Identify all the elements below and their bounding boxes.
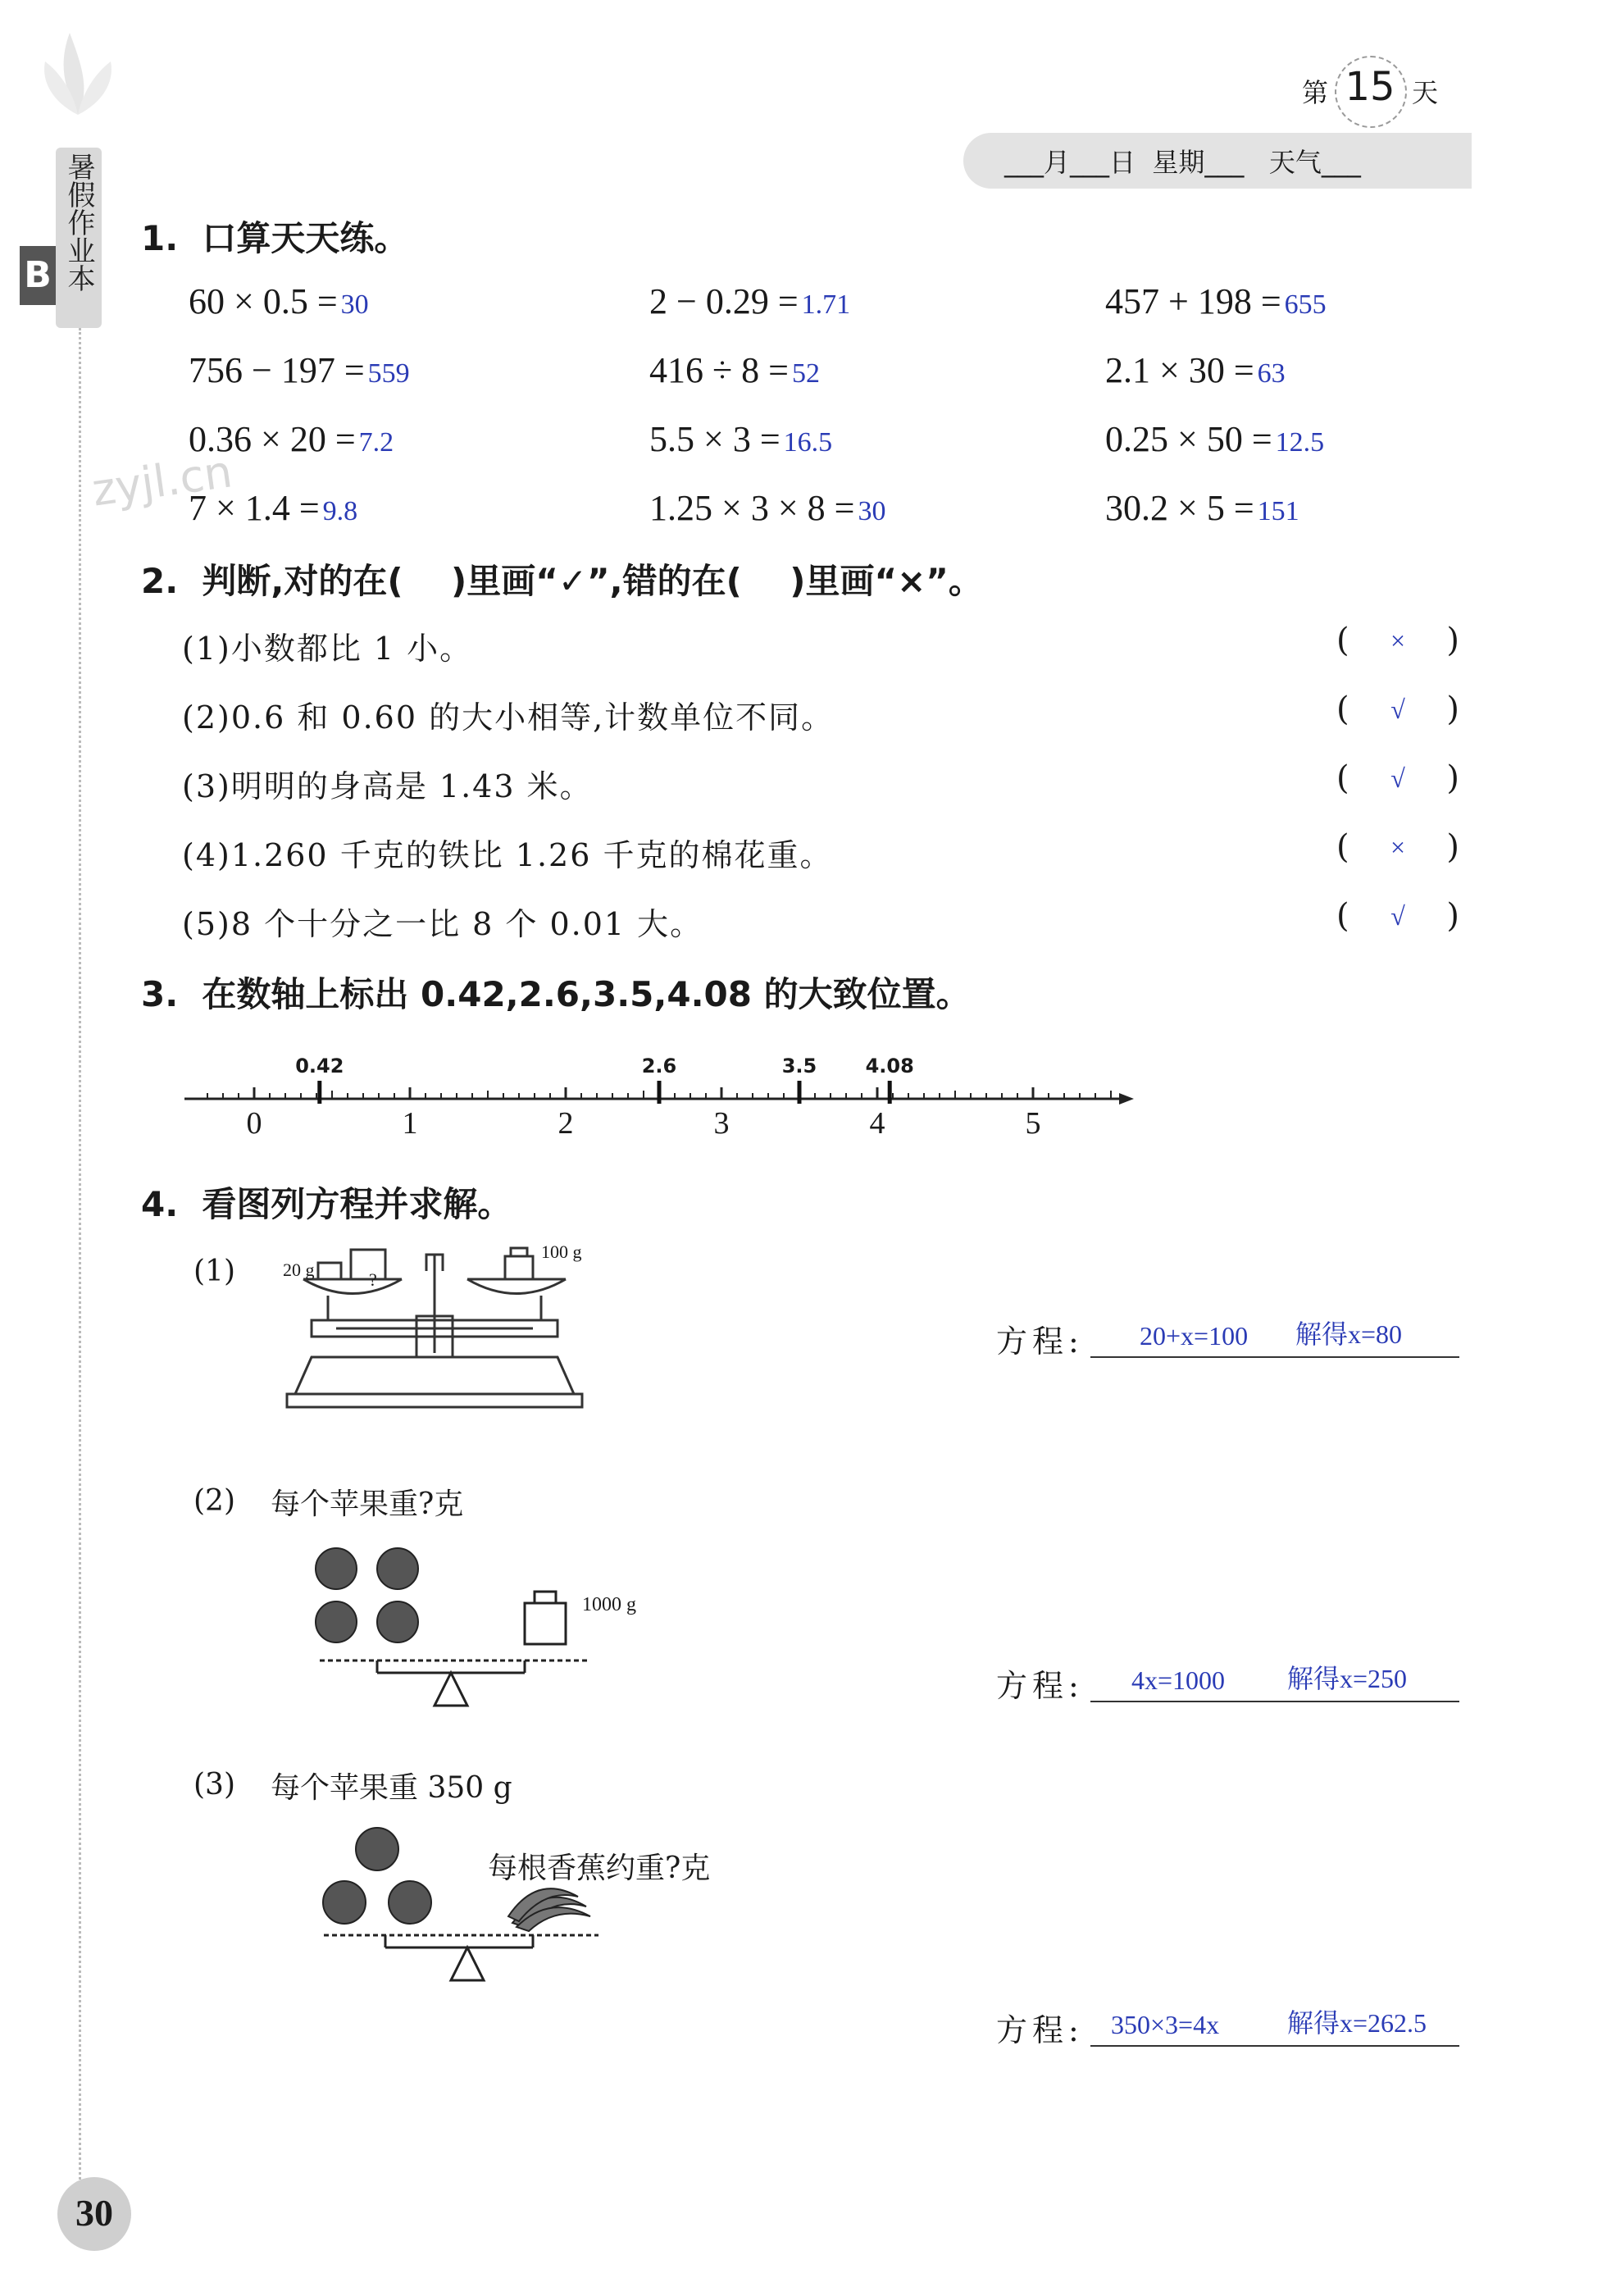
apple-icon	[377, 1548, 418, 1589]
q1-item-8: 5.5 × 3 = 16.5	[649, 419, 833, 459]
number-line-label: 1	[402, 1106, 418, 1141]
day-suffix: 天	[1412, 77, 1439, 108]
q1-item-10: 7 × 1.4 = 9.8	[189, 488, 358, 528]
q4-title: 4. 看图列方程并求解。	[141, 1184, 512, 1224]
day-prefix: 第	[1302, 77, 1329, 108]
leaf-decoration-icon	[33, 25, 123, 123]
page-number: 30	[75, 2192, 113, 2234]
side-title: 暑假作业本	[62, 153, 95, 292]
apple-weight-seesaw	[312, 1538, 607, 1710]
q4-p2-equation: 4x=1000	[1131, 1665, 1226, 1695]
q2-item-1: (1)小数都比 1 小。	[182, 631, 473, 667]
date-line: ___月___日 星期___ 天气___	[1004, 147, 1361, 178]
q4-p2-answer-line	[1090, 1660, 1459, 1702]
number-line-labels	[247, 1106, 1041, 1141]
day-number: 15	[1345, 64, 1395, 110]
q1-title: 1. 口算天天练。	[141, 218, 409, 258]
right-weight-label: 100 g	[541, 1241, 582, 1262]
q2-item-2: (2)0.6 和 0.60 的大小相等,计数单位不同。	[182, 699, 835, 736]
q2-item-3: (3)明明的身高是 1.43 米。	[182, 768, 593, 804]
number-line-mark-label: 2.6	[641, 1055, 677, 1077]
unknown-weight-label: ?	[369, 1269, 377, 1290]
q3-title: 3. 在数轴上标出 0.42,2.6,3.5,4.08 的大致位置。	[141, 974, 971, 1014]
q1-item-1: 60 × 0.5 = 30	[189, 281, 369, 321]
q1-item-4: 756 − 197 = 559	[189, 350, 410, 390]
q1-item-12: 30.2 × 5 = 151	[1105, 488, 1299, 528]
q4-p3-solution: 解得x=262.5	[1287, 2008, 1427, 2038]
number-line-mark-label: 3.5	[781, 1055, 817, 1077]
q4-p2-number: (2)	[193, 1484, 235, 1518]
q1-item-9: 0.25 × 50 = 12.5	[1105, 419, 1325, 459]
q4-p1-equation: 20+x=100	[1140, 1321, 1249, 1351]
number-line-label: 3	[713, 1106, 730, 1141]
number-line-mark-label: 4.08	[865, 1055, 914, 1077]
q2-title: 2. 判断,对的在( )里画“✓”,错的在( )里画“×”。	[141, 561, 983, 601]
q1-item-2: 2 − 0.29 = 1.71	[649, 281, 851, 321]
q4-p3-answer-line	[1090, 2004, 1459, 2047]
apple-icon	[377, 1601, 418, 1642]
q1-item-5: 416 ÷ 8 = 52	[649, 350, 820, 390]
watermark: zyjl.cn	[89, 445, 235, 517]
number-line-label: 5	[1025, 1106, 1041, 1141]
side-letter-badge: B	[20, 246, 56, 305]
number-line-arrow-icon	[1119, 1093, 1134, 1105]
apple-icon	[316, 1601, 357, 1642]
q1-item-7: 0.36 × 20 = 7.2	[189, 419, 394, 459]
number-line-marks	[295, 1055, 914, 1104]
q2-answer-5: ( √ )	[1336, 897, 1459, 935]
banana-icon	[508, 1888, 590, 1931]
apple-icon	[316, 1548, 357, 1589]
weight-label: 1000 g	[582, 1594, 636, 1615]
q4-p3-equation: 350×3=4x	[1111, 2010, 1220, 2039]
balance-scale-illustration	[279, 1238, 590, 1423]
q4-p1-number: (1)	[193, 1255, 235, 1288]
number-line-label: 2	[558, 1106, 574, 1141]
q4-p1-answer-line	[1090, 1315, 1459, 1358]
margin-dotted-line	[79, 328, 81, 2214]
q4-p2-text: 每个苹果重?克	[271, 1487, 464, 1521]
q4-p1-solution: 解得x=80	[1295, 1319, 1403, 1349]
q4-p3-text: 每个苹果重 350 g	[271, 1771, 512, 1805]
q2-answer-4: ( × )	[1336, 828, 1459, 866]
q2-answer-2: ( √ )	[1336, 690, 1459, 728]
q4-p1-eq-label: 方程:	[996, 1323, 1084, 1360]
apple-icon	[323, 1881, 366, 1924]
q2-item-4: (4)1.260 千克的铁比 1.26 千克的棉花重。	[182, 837, 833, 873]
banana-question: 每根香蕉约重?克	[488, 1852, 711, 1885]
q4-p3-eq-label: 方程:	[996, 2012, 1084, 2048]
q4-p2-solution: 解得x=250	[1287, 1664, 1408, 1693]
number-line-label: 4	[869, 1106, 885, 1141]
q1-item-6: 2.1 × 30 = 63	[1105, 350, 1286, 390]
q1-item-3: 457 + 198 = 655	[1105, 281, 1327, 321]
q2-answer-1: ( × )	[1336, 622, 1459, 659]
apple-icon	[356, 1828, 398, 1870]
q2-item-5: (5)8 个十分之一比 8 个 0.01 大。	[182, 906, 703, 942]
q1-item-11: 1.25 × 3 × 8 = 30	[649, 488, 886, 528]
left-weight-label: 20 g	[283, 1260, 315, 1280]
number-line-mark-label: 0.42	[295, 1055, 344, 1077]
number-line-label: 0	[246, 1106, 262, 1141]
q2-answer-3: ( √ )	[1336, 759, 1459, 797]
q4-p3-number: (3)	[193, 1768, 235, 1802]
apple-icon	[389, 1881, 431, 1924]
number-line	[176, 1041, 1144, 1148]
q4-p2-eq-label: 方程:	[996, 1668, 1084, 1704]
